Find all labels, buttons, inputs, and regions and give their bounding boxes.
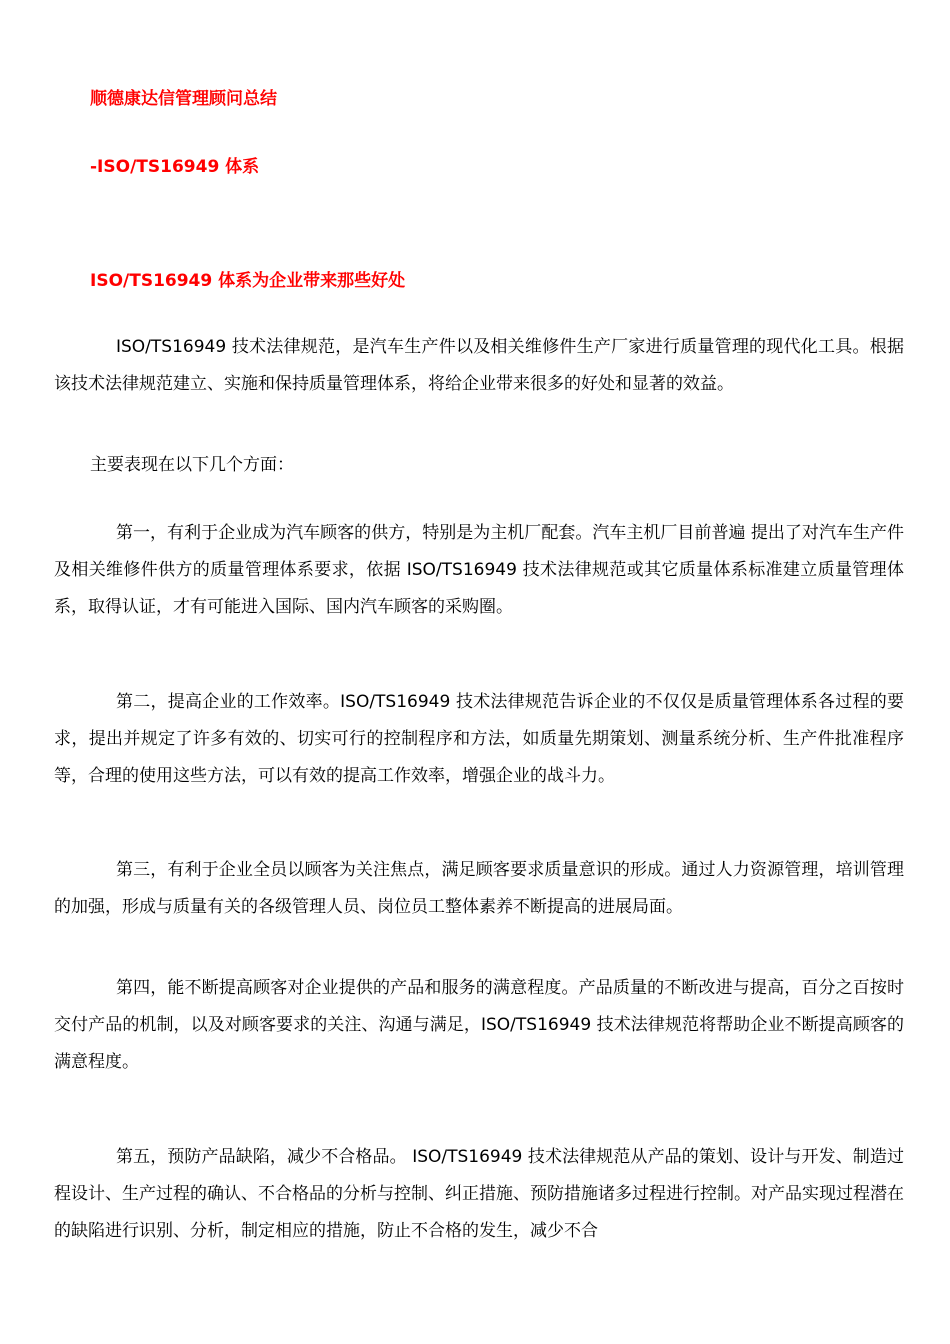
point-paragraph-5: 第五，预防产品缺陷，减少不合格品。 ISO/TS16949 技术法律规范从产品的策划、设计与开发、制造过程设计、生产过程的确认、不合格品的分析与控制、纠正措施、预防措施诸多过程进行控制。对产品实现过程潜在的缺陷进行识别、分析，制定相应的措施，防止不合格的发生，减少不合 [54, 1147, 904, 1241]
title-line-2: -ISO/TS16949 体系 [90, 157, 260, 177]
section-heading: ISO/TS16949 体系为企业带来那些好处 [90, 271, 406, 291]
title-line-1: 顺德康达信管理顾问总结 [90, 89, 277, 109]
point-paragraph-3: 第三，有利于企业全员以顾客为关注焦点，满足顾客要求质量意识的形成。通过人力资源管理，培训管理的加强，形成与质量有关的各级管理人员、岗位员工整体素养不断提高的进展局面。 [54, 860, 904, 917]
lead-paragraph: 主要表现在以下几个方面： [90, 455, 294, 475]
intro-paragraph: ISO/TS16949 技术法律规范，是汽车生产件以及相关维修件生产厂家进行质量管理的现代化工具。根据该技术法律规范建立、实施和保持质量管理体系，将给企业带来很多的好处和显著的效益。 [54, 337, 904, 394]
point-paragraph-4: 第四，能不断提高顾客对企业提供的产品和服务的满意程度。产品质量的不断改进与提高，百分之百按时交付产品的机制，以及对顾客要求的关注、沟通与满足，ISO/TS16949 技术法律规范将帮助企业不断提高顾客的满意程度。 [54, 978, 904, 1072]
point-paragraph-2: 第二，提高企业的工作效率。ISO/TS16949 技术法律规范告诉企业的不仅仅是质量管理体系各过程的要求，提出并规定了许多有效的、切实可行的控制程序和方法，如质量先期策划、测量系统分析、生产件批准程序等，合理的使用这些方法，可以有效的提高工作效率，增强企业的战斗力。 [54, 692, 904, 786]
point-paragraph-1: 第一，有利于企业成为汽车顾客的供方，特别是为主机厂配套。汽车主机厂目前普遍 提出了对汽车生产件及相关维修件供方的质量管理体系要求，依据 ISO/TS16949 技术法律规范或其它质量体系标准建立质量管理体系，取得认证，才有可能进入国际、国内汽车顾客的采购圈。 [54, 523, 904, 617]
